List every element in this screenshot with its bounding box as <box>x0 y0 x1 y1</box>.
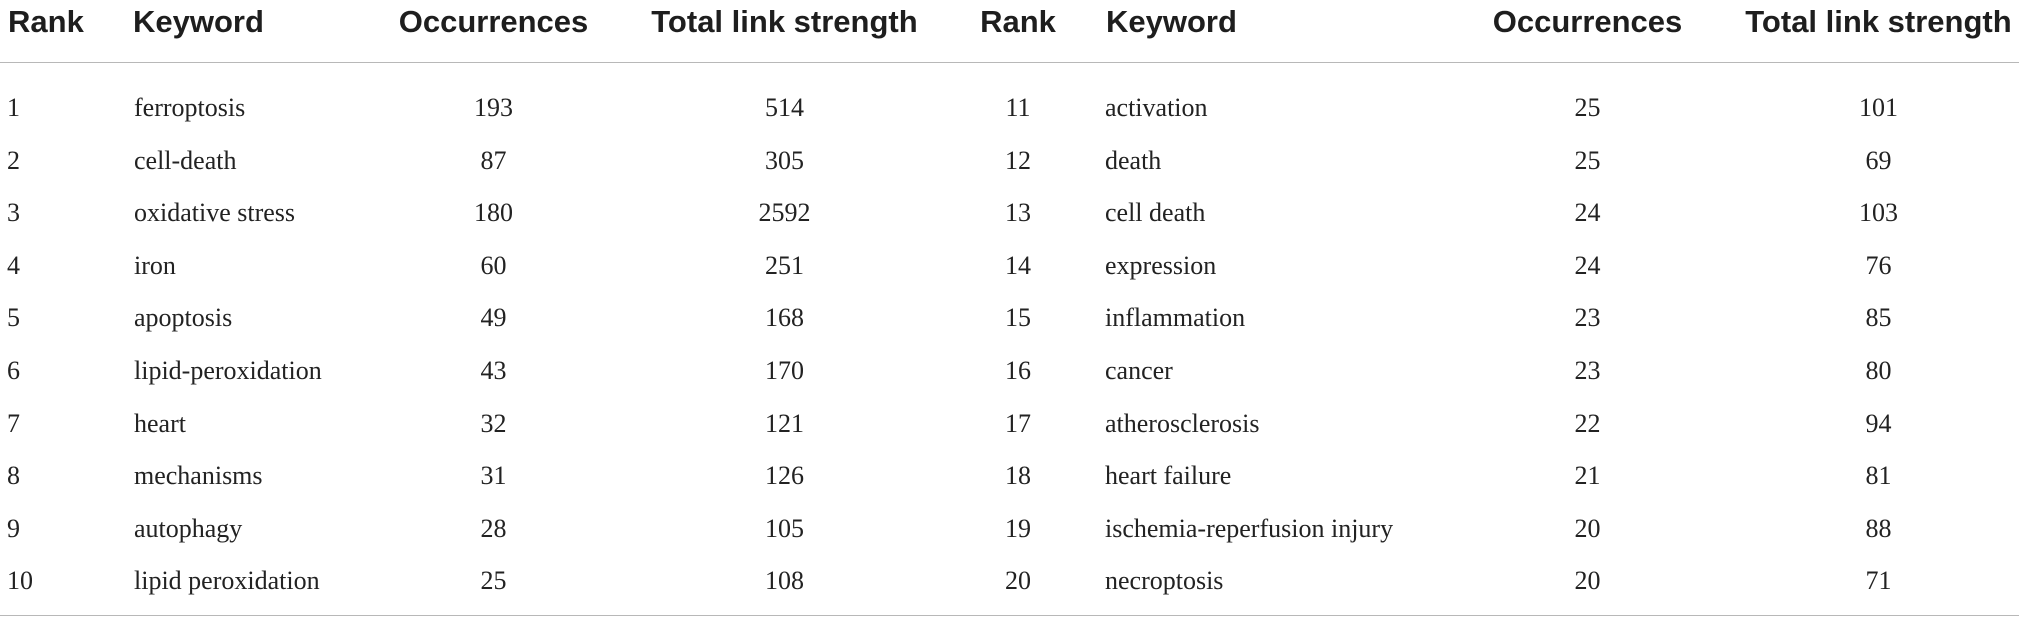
rank-cell-right: 12 <box>1005 145 1031 175</box>
rank-cell-left: 2 <box>7 145 20 175</box>
total-link-strength-cell-left: 2592 <box>758 198 811 228</box>
rank-cell-left: 1 <box>7 93 20 122</box>
rank-cell-left: 7 <box>7 408 20 438</box>
total-link-strength-cell-left: 105 <box>765 513 804 543</box>
table-header-row <box>0 0 2019 62</box>
keyword-cell-right: necroptosis <box>1105 566 1224 596</box>
occurrences-cell-left: 193 <box>474 93 513 122</box>
total-link-strength-cell-left: 108 <box>765 566 804 596</box>
occurrences-cell-right: 24 <box>1574 198 1601 228</box>
keyword-cell-right: heart failure <box>1105 461 1232 491</box>
keyword-cell-left: autophagy <box>134 513 243 543</box>
keyword-cell-left: oxidative stress <box>134 198 296 228</box>
occurrences-cell-left: 49 <box>480 303 507 333</box>
header-occurrences-left: Occurrences <box>398 4 589 39</box>
total-link-strength-cell-right: 81 <box>1865 461 1892 491</box>
header-occurrences-right: Occurrences <box>1492 4 1683 39</box>
rank-cell-right: 19 <box>1005 513 1031 543</box>
keyword-cell-right: inflammation <box>1105 303 1246 333</box>
keyword-cell-left: heart <box>134 408 186 438</box>
total-link-strength-cell-left: 305 <box>765 145 804 175</box>
header-keyword-left: Keyword <box>133 4 264 39</box>
rank-cell-right: 14 <box>1005 250 1031 280</box>
occurrences-cell-right: 24 <box>1574 250 1601 280</box>
total-link-strength-cell-left: 168 <box>765 303 804 333</box>
total-link-strength-cell-right: 85 <box>1865 303 1892 333</box>
header-rank-left: Rank <box>8 4 84 39</box>
table-row <box>0 456 2019 496</box>
keyword-cell-right: cell death <box>1105 198 1206 228</box>
occurrences-cell-left: 180 <box>474 198 513 228</box>
rank-cell-left: 3 <box>7 198 20 228</box>
total-link-strength-cell-left: 126 <box>765 461 804 491</box>
occurrences-cell-left: 31 <box>480 461 507 491</box>
occurrences-cell-right: 20 <box>1574 566 1601 596</box>
header-rank-right: Rank <box>980 4 1056 39</box>
table-row <box>0 351 2019 391</box>
rank-cell-left: 9 <box>7 513 20 543</box>
occurrences-cell-right: 23 <box>1574 356 1601 385</box>
table-row <box>0 561 2019 601</box>
table-bottom-divider <box>0 615 2019 616</box>
table-row <box>0 193 2019 233</box>
total-link-strength-cell-right: 69 <box>1865 145 1892 175</box>
occurrences-cell-right: 25 <box>1574 145 1601 175</box>
rank-cell-left: 6 <box>7 356 20 385</box>
rank-cell-right: 15 <box>1005 303 1031 333</box>
keyword-cell-left: apoptosis <box>134 303 233 333</box>
table-row <box>0 88 2019 128</box>
rank-cell-left: 4 <box>7 250 20 280</box>
rank-cell-right: 11 <box>1005 93 1031 122</box>
header-total-link-strength-left: Total link strength <box>651 4 918 39</box>
occurrences-cell-left: 25 <box>480 566 507 596</box>
total-link-strength-cell-right: 94 <box>1865 408 1892 438</box>
rank-cell-left: 8 <box>7 461 20 491</box>
total-link-strength-cell-right: 101 <box>1859 93 1898 122</box>
rank-cell-right: 18 <box>1005 461 1031 491</box>
total-link-strength-cell-right: 88 <box>1865 513 1892 543</box>
table-row <box>0 509 2019 549</box>
keyword-cell-right: death <box>1105 145 1162 175</box>
occurrences-cell-right: 23 <box>1574 303 1601 333</box>
total-link-strength-cell-left: 514 <box>765 93 804 122</box>
keyword-cell-right: activation <box>1105 93 1208 122</box>
occurrences-cell-left: 60 <box>480 250 507 280</box>
total-link-strength-cell-left: 170 <box>765 356 804 385</box>
occurrences-cell-right: 22 <box>1574 408 1601 438</box>
table-row <box>0 404 2019 444</box>
keyword-cell-left: lipid-peroxidation <box>134 356 322 385</box>
occurrences-cell-left: 43 <box>480 356 507 385</box>
total-link-strength-cell-left: 121 <box>765 408 804 438</box>
total-link-strength-cell-right: 80 <box>1865 356 1892 385</box>
occurrences-cell-right: 20 <box>1574 513 1601 543</box>
occurrences-cell-right: 21 <box>1574 461 1601 491</box>
rank-cell-right: 17 <box>1005 408 1031 438</box>
keyword-cell-left: ferroptosis <box>134 93 246 122</box>
occurrences-cell-left: 87 <box>480 145 507 175</box>
keyword-cell-right: atherosclerosis <box>1105 408 1260 438</box>
rank-cell-right: 16 <box>1005 356 1031 385</box>
keyword-cell-left: iron <box>134 250 176 280</box>
total-link-strength-cell-right: 103 <box>1859 198 1898 228</box>
total-link-strength-cell-left: 251 <box>765 250 804 280</box>
keyword-cell-right: ischemia-reperfusion injury <box>1105 513 1394 543</box>
table-row <box>0 246 2019 286</box>
keyword-cell-right: cancer <box>1105 356 1173 385</box>
keyword-cell-left: lipid peroxidation <box>134 566 320 596</box>
header-divider <box>0 62 2019 63</box>
table-row <box>0 298 2019 338</box>
rank-cell-left: 10 <box>7 566 33 596</box>
keyword-cell-right: expression <box>1105 250 1217 280</box>
header-keyword-right: Keyword <box>1106 4 1237 39</box>
occurrences-cell-left: 28 <box>480 513 507 543</box>
occurrences-cell-right: 25 <box>1574 93 1601 122</box>
rank-cell-right: 20 <box>1005 566 1031 596</box>
occurrences-cell-left: 32 <box>480 408 507 438</box>
rank-cell-right: 13 <box>1005 198 1031 228</box>
keyword-cell-left: cell-death <box>134 145 237 175</box>
total-link-strength-cell-right: 76 <box>1865 250 1892 280</box>
keyword-cell-left: mechanisms <box>134 461 263 491</box>
header-total-link-strength-right: Total link strength <box>1745 4 2012 39</box>
total-link-strength-cell-right: 71 <box>1865 566 1892 596</box>
rank-cell-left: 5 <box>7 303 20 333</box>
table-row <box>0 141 2019 181</box>
